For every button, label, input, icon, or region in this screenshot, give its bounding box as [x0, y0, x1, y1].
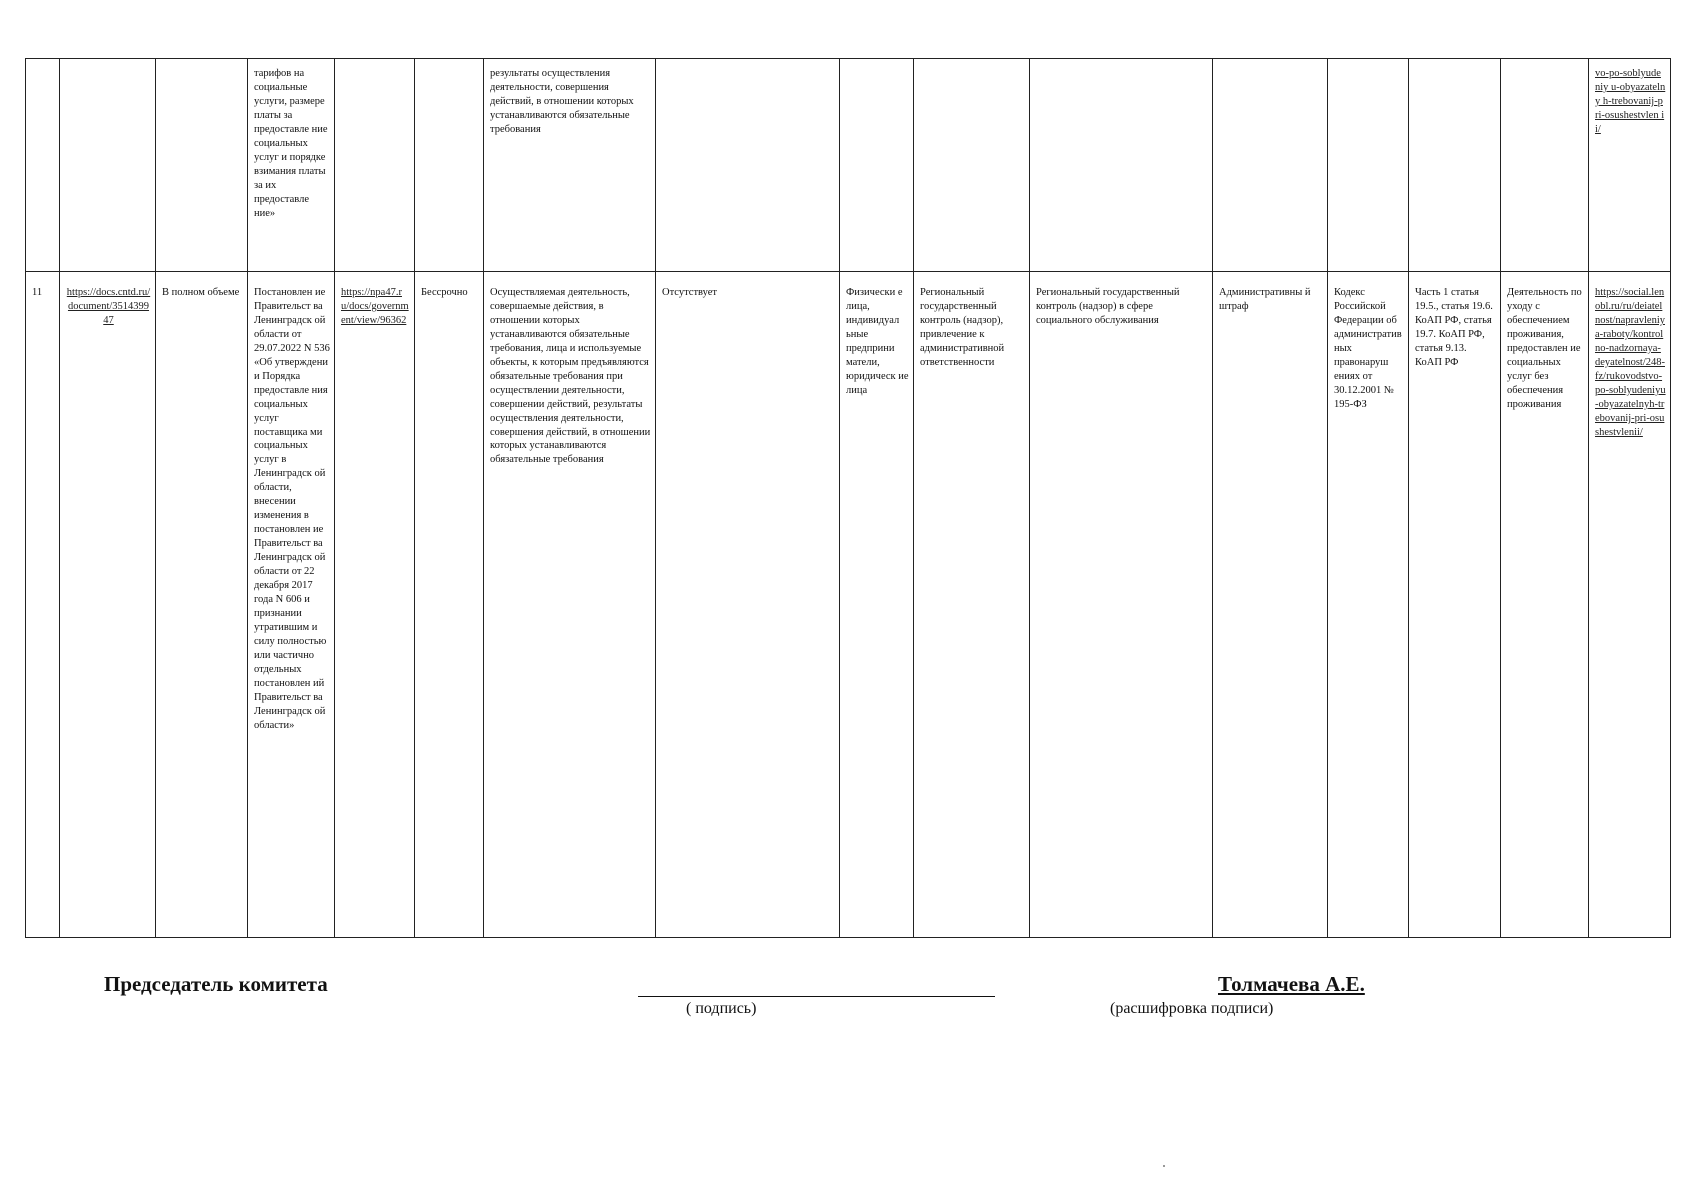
legal-act-continuation: тарифов на социальные услуги, размере платы за предоставле ние социальных услуг и порядке взимания платы за их предоставле ние»: [248, 59, 335, 272]
signature-caption: ( подпись): [686, 1000, 757, 1017]
legal-act-cell: Постановлен ие Правительст ва Ленинградск ой области от 29.07.2022 N 536 «Об утверждени и Порядка предоставле ния социальных услуг поставщика ми социальных услуг в Ленинградск ой области, внесении изменения в постановлен ие Правительст ва Ленинградск ой области от 22 декабря 2017 года N 606 и признании утратившим и силу полностью или частично отдельных постановлен ий Правительст ва Ленинградск ой области»: [248, 272, 335, 938]
table-row: [26, 59, 1671, 272]
cell: [415, 59, 484, 272]
cell: [1409, 59, 1501, 272]
cell: [156, 59, 248, 272]
signature-line: [638, 996, 995, 997]
cell: [335, 59, 415, 272]
chairman-title: Председатель комитета: [104, 972, 328, 996]
code-cell: Кодекс Российской Федерации об административ ных правонаруш ениях от 30.12.2001 № 195-ФЗ: [1328, 272, 1409, 938]
guide-link-continuation[interactable]: [1589, 59, 1671, 272]
scan-speck: [1163, 1165, 1165, 1167]
register-table: [25, 58, 1671, 938]
guide-link-text[interactable]: vo-po-soblyudeniy u-obyazatelny h-trebovanij-pri-osushestvlen ii/: [1595, 68, 1666, 135]
table-row: [26, 272, 1671, 938]
npa-link[interactable]: https://npa47.ru/docs/government/view/96362: [341, 287, 409, 326]
requirements-continuation: результаты осуществления деятельности, совершения действий, в отношении которых устанавливаются обязательные требования: [484, 59, 656, 272]
document-link[interactable]: https://docs.cntd.ru/document/351439947: [66, 287, 151, 326]
guide-link[interactable]: https://social.lenobl.ru/ru/deiatelnost/napravleniya-raboty/kontrolno-nadzornaya-deyatelnost/248-fz/rukovodstvo-po-soblyudeniyu-obyazatelnyh-trebovanij-pri-osushestvlenii/: [1595, 287, 1666, 438]
control-type-cell: Региональный государственный контроль (надзор), привлечение к административной ответственности: [914, 272, 1030, 938]
signatory-name: Толмачева А.Е.: [1218, 972, 1365, 996]
cell: [60, 59, 156, 272]
articles-cell: Часть 1 статья 19.5., статья 19.6. КоАП РФ, статья 19.7. КоАП РФ, статья 9.13. КоАП РФ: [1409, 272, 1501, 938]
cell: [1328, 59, 1409, 272]
cell: [656, 59, 840, 272]
npa-link-cell[interactable]: [335, 272, 415, 938]
requirements-cell: Осуществляемая деятельность, совершаемые действия, в отношении которых устанавливаются обязательные требования, лица и используемые объекты, к которым предъявляются обязательные требования при осуществлении деятельности, совершении действий, результаты осуществления деятельности, совершения действий, в отношении которых устанавливаются обязательные требования: [484, 272, 656, 938]
absent-cell: Отсутствует: [656, 272, 840, 938]
scope-cell: В полном объеме: [156, 272, 248, 938]
term-cell: Бессрочно: [415, 272, 484, 938]
control-name-cell: Региональный государственный контроль (надзор) в сфере социального обслуживания: [1030, 272, 1213, 938]
cell: [914, 59, 1030, 272]
row-number: 11: [26, 272, 60, 938]
cell: [840, 59, 914, 272]
subjects-cell: Физически е лица, индивидуал ьные предприни матели, юридическ ие лица: [840, 272, 914, 938]
document-link-cell[interactable]: [60, 272, 156, 938]
guide-link-cell[interactable]: [1589, 272, 1671, 938]
cell: [1213, 59, 1328, 272]
decoding-caption: (расшифровка подписи): [1110, 1000, 1274, 1017]
cell: [1030, 59, 1213, 272]
cell: [26, 59, 60, 272]
cell: [1501, 59, 1589, 272]
activity-cell: Деятельность по уходу с обеспечением проживания, предоставлен ие социальных услуг без обеспечения проживания: [1501, 272, 1589, 938]
penalty-cell: Административны й штраф: [1213, 272, 1328, 938]
